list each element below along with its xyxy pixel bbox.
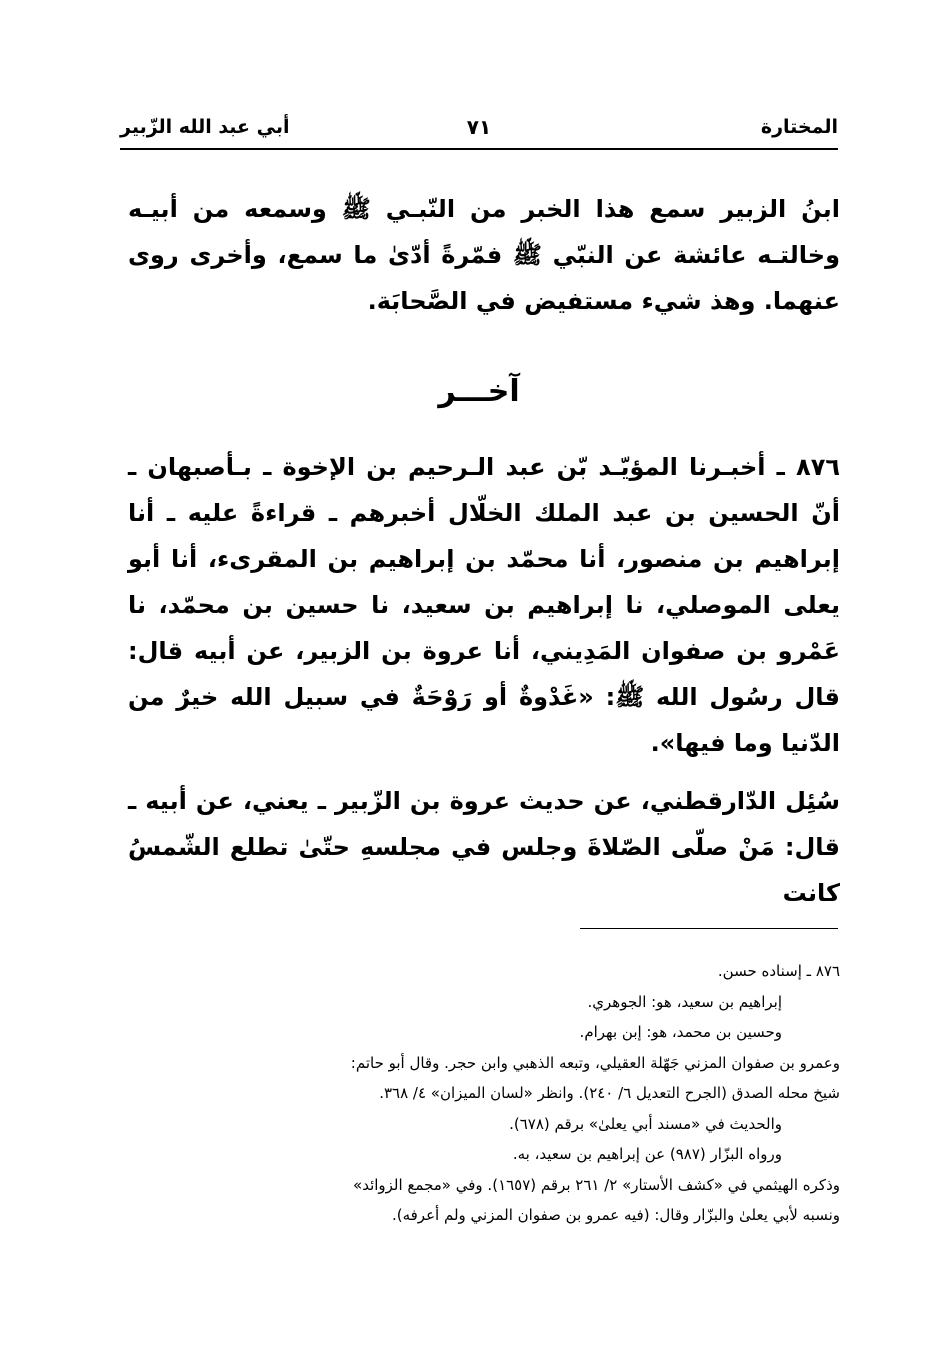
footnote-line: والحديث في «مسند أبي يعلىٰ» برقم (٦٧٨). bbox=[509, 1114, 782, 1133]
header-book-title: المختارة bbox=[760, 116, 838, 138]
running-header bbox=[120, 112, 838, 146]
footnote-line: وعمرو بن صفوان المزني جَهّلة العقيلي، وتبعه الذهبي وابن حجر. وقال أبو حاتم: bbox=[350, 1053, 840, 1072]
footnotes bbox=[128, 956, 840, 1231]
footnote-line: شيخ محله الصدق (الجرح التعديل ٦/ ٢٤٠). وانظر «لسان الميزان» ٤/ ٣٦٨. bbox=[379, 1084, 840, 1102]
footnote-line: ورواه البزّار (٩٨٧) عن إبراهيم بن سعيد، به. bbox=[512, 1145, 782, 1163]
hadith-876-paragraph: ٨٧٦ ـ أخبـرنا المؤيّـد بّن عبد الـرحيم بن الإخوة ـ بـأصبهان ـ أنّ الحسين بن عبد الملك الخلّال أخبرهم ـ قراءةً عليه ـ أنا إبراهيم بن منصور، أنا محمّد بن إبراهيم بن المقرىء، أنا أبو يعلى الموصلي، نا إبراهيم بن سعيد، نا حسين بن محمّد، نا عَمْرو بن صفوان المَدِيني، أنا عروة بن الزبير، عن أبيه قال: قال رسُول الله ﷺ: «غَدْوةٌ أو رَوْحَةٌ في سبيل الله خيرٌ من الدّنيا وما فيها». bbox=[128, 453, 840, 757]
paragraph-continuation: ابنُ الزبير سمع هذا الخبر من النّبـي ﷺ وسمعه من أبيـه وخالتـه عائشة عن النبّي ﷺ فمّرةً أدّىٰ ما سمع، وأخرى روى عنهما. وهذ شيء مستفيض في الصَّحابَة. bbox=[128, 195, 840, 315]
header-section-title: أبي عبد الله الزّبير bbox=[120, 116, 290, 138]
footnote-line: إبراهيم بن سعيد، هو: الجوهري. bbox=[587, 992, 782, 1011]
footnote-line: وذكره الهيثمي في «كشف الأستار» ٢/ ٢٦١ برقم (١٦٥٧). وفي «مجمع الزوائد» bbox=[353, 1175, 840, 1194]
footnote-line: ونسبه لأبي يعلىٰ والبزّار وقال: (فيه عمرو بن صفوان المزني ولم أعرفه). bbox=[391, 1206, 840, 1224]
footnote-line: وحسين بن محمد، هو: إبن بهرام. bbox=[579, 1023, 782, 1041]
page-number: ٧١ bbox=[466, 115, 492, 139]
daraqutni-paragraph: سُئِل الدّارقطني، عن حديث عروة بن الزّبير ـ يعني، عن أبيه ـ قال: مَنْ صلّى الصّلاةَ وجلس في مجلسهِ حتّىٰ تطلع الشّمسُ كانت bbox=[128, 787, 840, 907]
footnote-line: ٨٧٦ ـ إسناده حسن. bbox=[717, 962, 840, 980]
footnote-divider bbox=[580, 928, 838, 929]
section-heading: آخـــر bbox=[438, 374, 520, 409]
header-divider bbox=[120, 148, 838, 150]
